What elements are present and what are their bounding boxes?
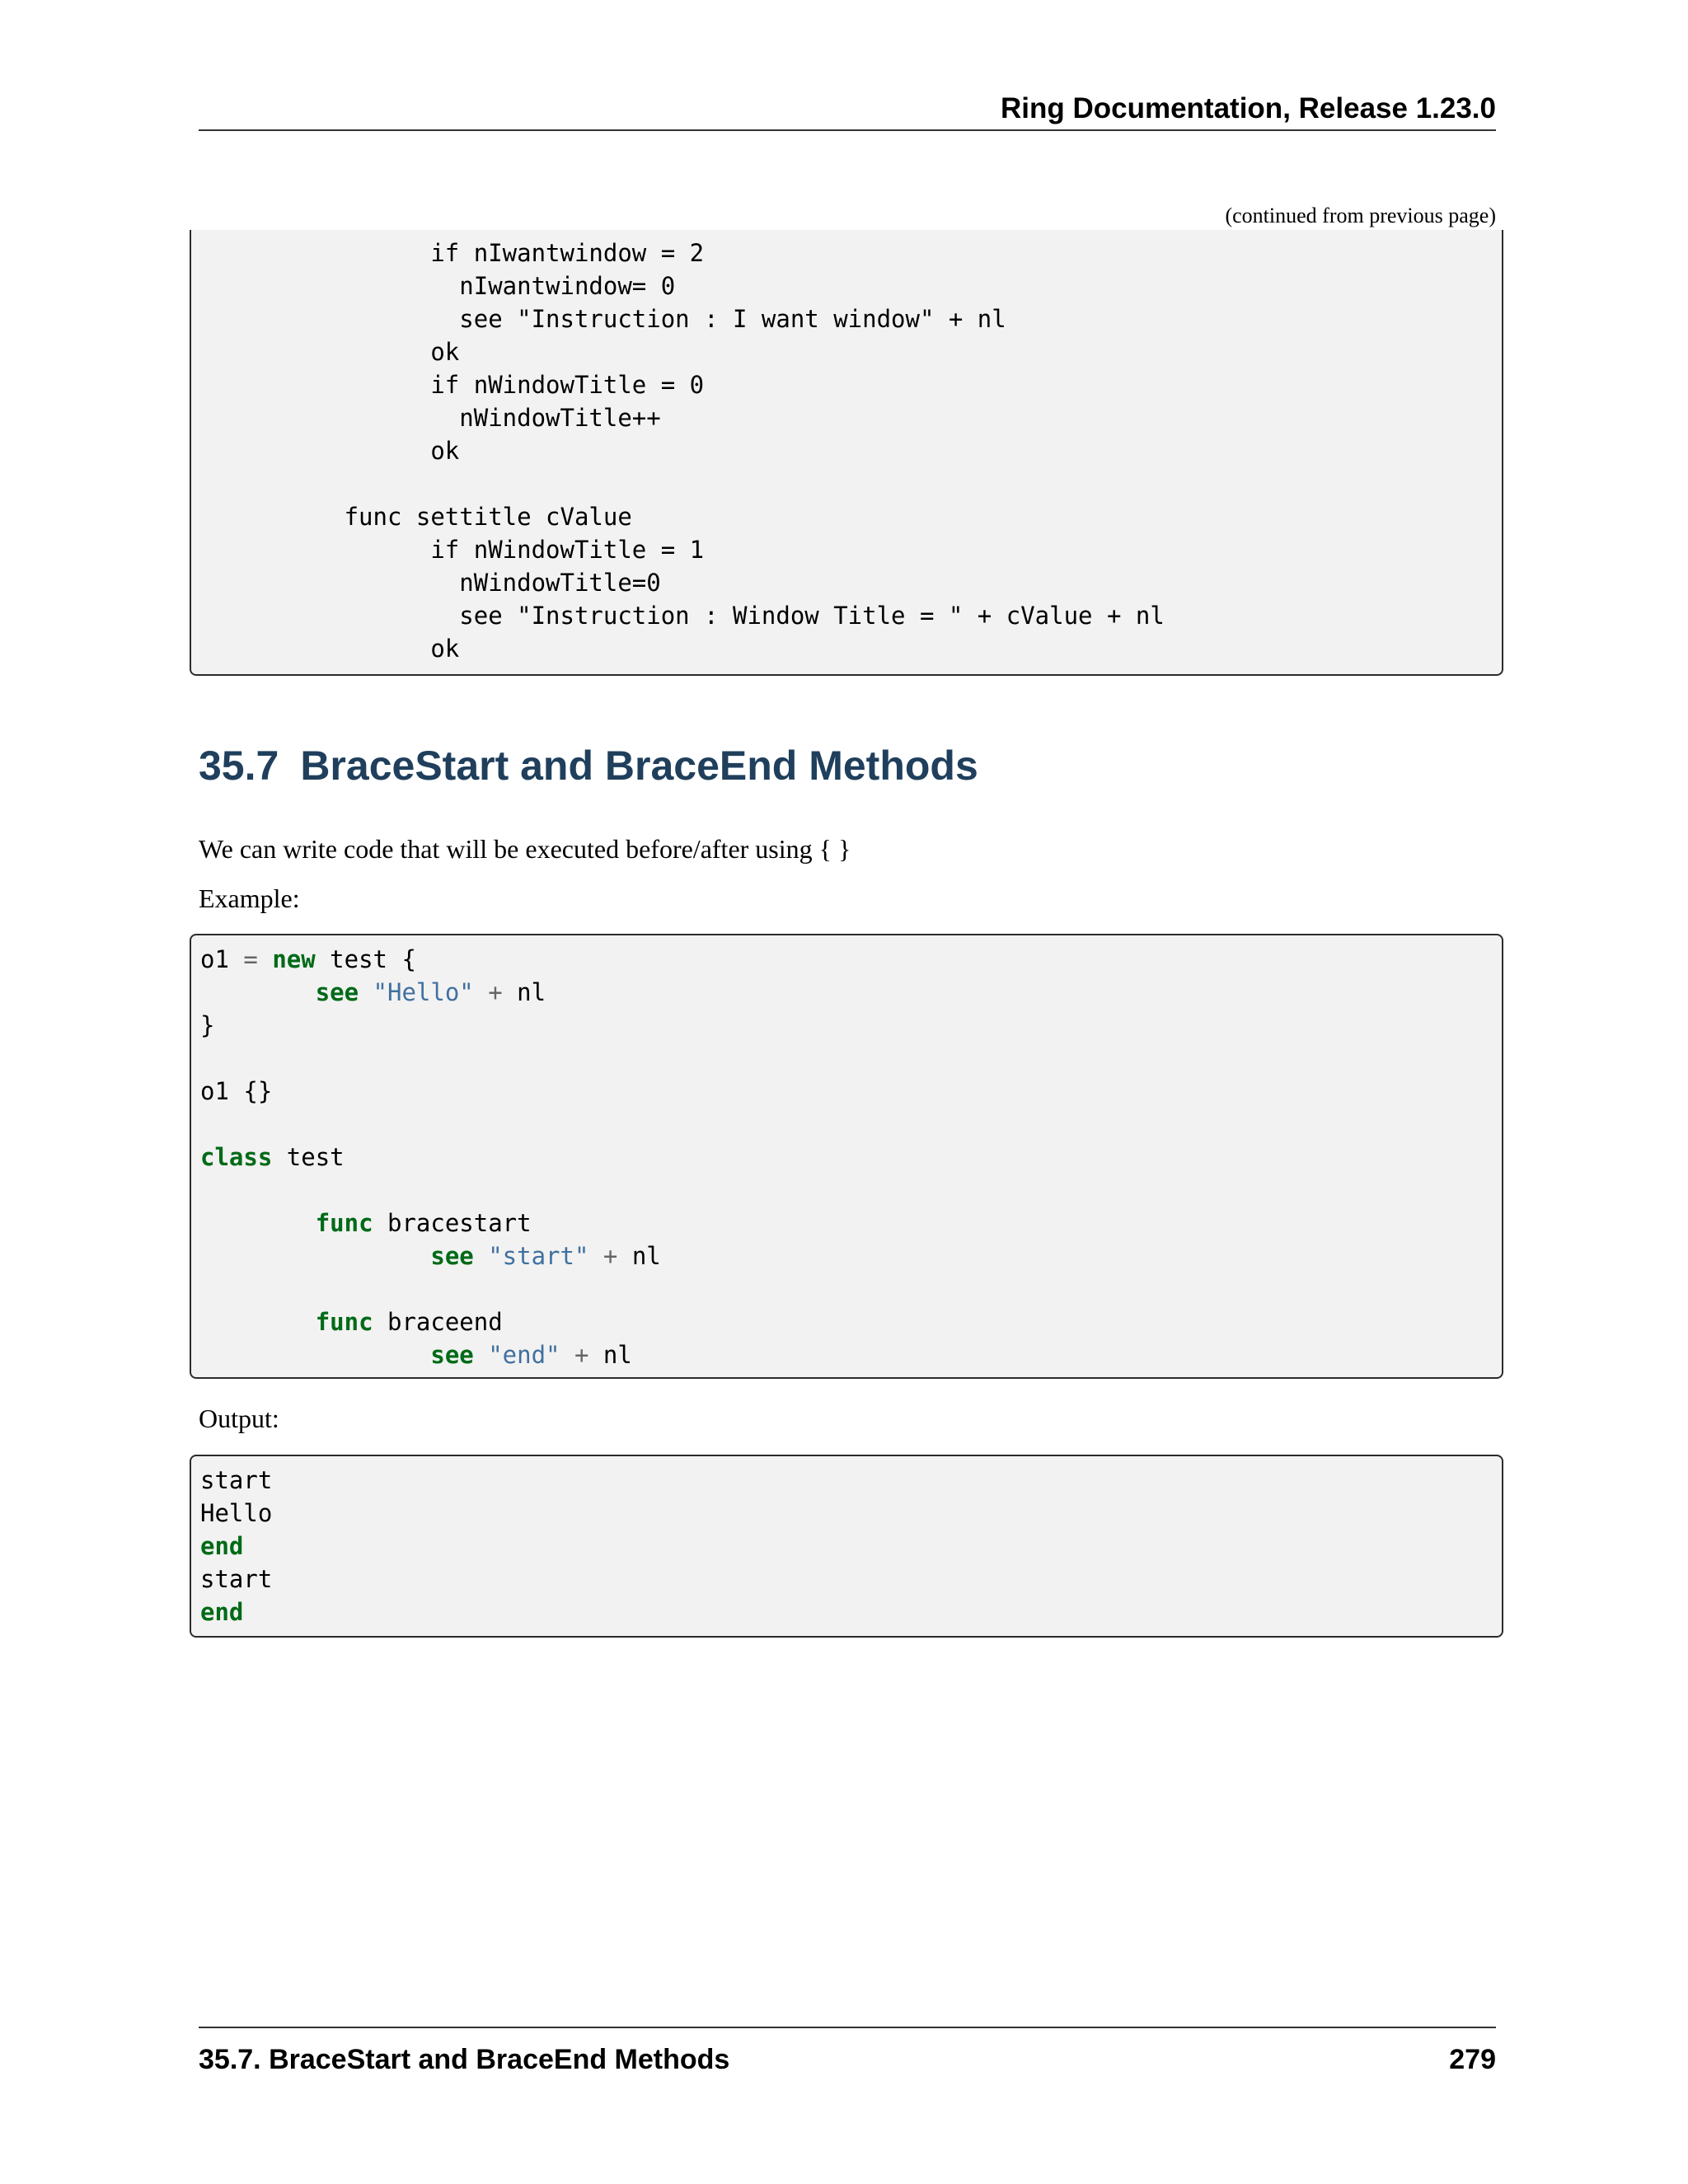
code-text: }	[200, 1011, 215, 1039]
code-text: start	[200, 1565, 273, 1593]
code-text	[200, 1242, 430, 1270]
code-text	[200, 1209, 316, 1237]
code-line	[200, 1338, 661, 1371]
code-text: test	[272, 1143, 345, 1171]
code-line	[200, 976, 661, 1009]
code-text	[200, 978, 316, 1006]
code-line: see "Instruction : Window Title = " + cValue + nl	[200, 602, 1165, 630]
footer-page-number: 279	[1449, 2044, 1496, 2075]
code-keyword: see	[315, 978, 359, 1006]
code-text: braceend	[373, 1308, 503, 1336]
code-string: "end"	[488, 1341, 560, 1369]
code-line: see "Instruction : I want window" + nl	[200, 305, 1006, 333]
code-text: start	[200, 1466, 273, 1494]
code-keyword: new	[272, 945, 316, 973]
code-line: if nWindowTitle = 0	[200, 371, 705, 399]
code-keyword: end	[200, 1598, 244, 1626]
footer-rule	[199, 2027, 1496, 2028]
code-text: nl	[588, 1341, 632, 1369]
code-line: nWindowTitle=0	[200, 569, 661, 597]
code-line	[200, 1207, 661, 1240]
code-line	[200, 1075, 661, 1108]
continued-note: (continued from previous page)	[1225, 204, 1496, 227]
footer-section-label: 35.7. BraceStart and BraceEnd Methods	[199, 2044, 730, 2075]
code-line	[200, 1042, 661, 1075]
section-title-text: BraceStart and BraceEnd Methods	[300, 743, 978, 789]
section-heading	[199, 742, 978, 790]
code-line: ok	[200, 338, 460, 366]
code-line: if nIwantwindow = 2	[200, 239, 705, 267]
code-keyword: func	[315, 1308, 373, 1336]
page-header-title: Ring Documentation, Release 1.23.0	[1000, 92, 1496, 124]
code-line	[200, 1009, 661, 1042]
code-text	[200, 1308, 316, 1336]
code-line	[200, 1530, 272, 1563]
code-line: func settitle cValue	[200, 503, 632, 531]
example-code-block	[190, 934, 1503, 1379]
code-keyword: class	[200, 1143, 273, 1171]
code-line	[200, 1596, 272, 1629]
code-line: nWindowTitle++	[200, 404, 661, 432]
code-text: nl	[502, 978, 546, 1006]
code-text: o1	[200, 945, 244, 973]
code-line: nIwantwindow= 0	[200, 272, 676, 300]
example-label: Example:	[199, 883, 300, 913]
code-operator: +	[574, 1341, 589, 1369]
code-text	[588, 1242, 603, 1270]
code-line	[200, 1141, 661, 1174]
code-operator: +	[603, 1242, 618, 1270]
code-line: ok	[200, 635, 460, 663]
code-line: if nWindowTitle = 1	[200, 536, 705, 564]
code-line	[200, 1563, 272, 1596]
code-line	[200, 1108, 661, 1141]
code-text	[474, 1341, 488, 1369]
code-text: nl	[617, 1242, 661, 1270]
code-lines	[200, 943, 661, 1371]
output-label: Output:	[199, 1404, 279, 1433]
code-text: Hello	[200, 1499, 273, 1527]
code-keyword: end	[200, 1532, 244, 1560]
code-keyword: func	[315, 1209, 373, 1237]
code-text	[474, 978, 488, 1006]
code-text: o1 {}	[200, 1077, 273, 1105]
code-text: test {	[315, 945, 416, 973]
code-block-continued	[190, 230, 1503, 676]
header-rule	[199, 129, 1496, 131]
code-text: bracestart	[373, 1209, 532, 1237]
code-text	[560, 1341, 574, 1369]
code-operator: =	[243, 945, 258, 973]
code-operator: +	[488, 978, 503, 1006]
output-code-block	[190, 1455, 1503, 1638]
code-line	[200, 1240, 661, 1272]
code-lines	[200, 237, 1165, 665]
intro-paragraph: We can write code that will be executed before/after using { }	[199, 834, 851, 864]
code-keyword: see	[430, 1341, 474, 1369]
code-line	[200, 467, 1165, 500]
code-keyword: see	[430, 1242, 474, 1270]
code-line	[200, 943, 661, 976]
code-text	[474, 1242, 488, 1270]
code-line	[200, 1174, 661, 1207]
code-string: "start"	[488, 1242, 589, 1270]
code-line: ok	[200, 437, 460, 465]
code-text	[359, 978, 373, 1006]
code-string: "Hello"	[373, 978, 474, 1006]
code-line	[200, 1464, 272, 1497]
code-text	[200, 1341, 430, 1369]
code-text	[258, 945, 272, 973]
code-lines	[200, 1464, 272, 1629]
code-line	[200, 1497, 272, 1530]
section-number: 35.7	[199, 743, 279, 789]
code-line	[200, 1272, 661, 1305]
code-line	[200, 1305, 661, 1338]
